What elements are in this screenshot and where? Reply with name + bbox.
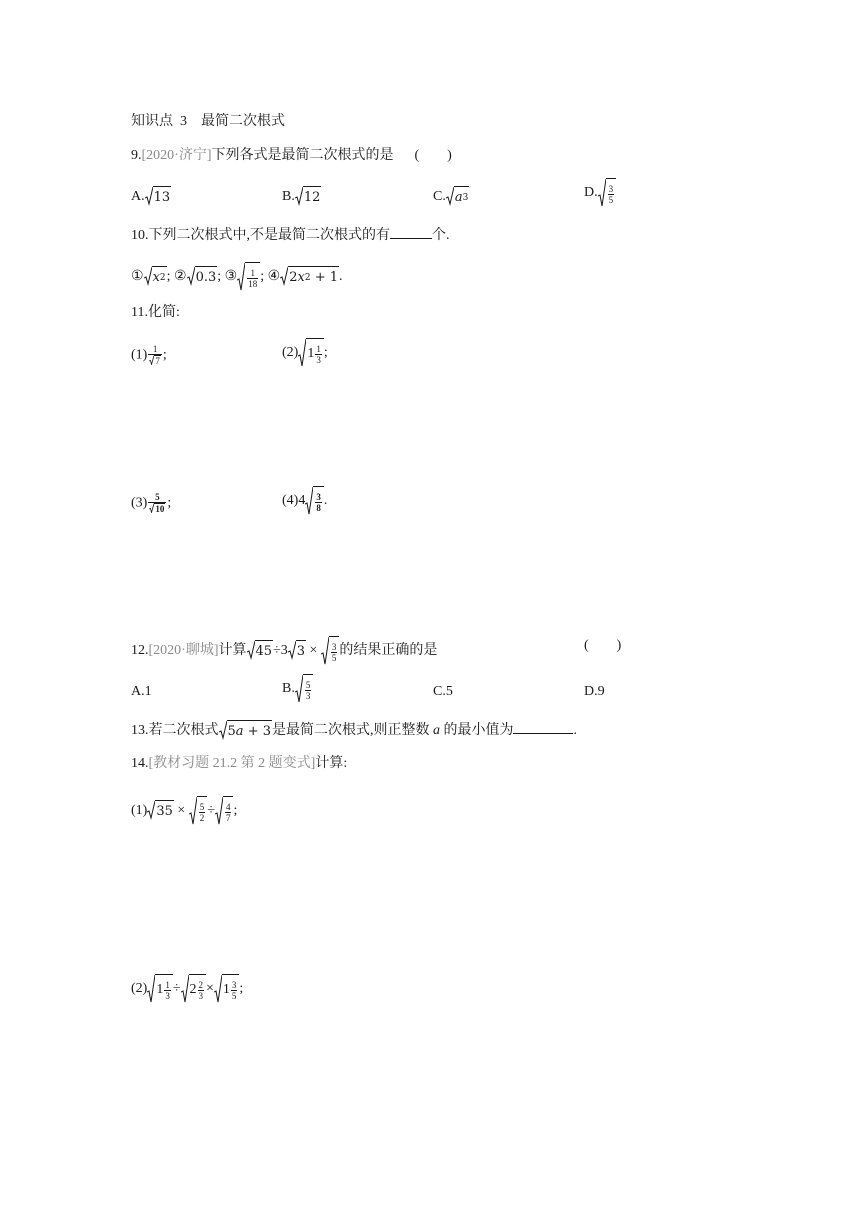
question-9: [131, 146, 452, 166]
q9-a-label: A.: [131, 189, 145, 205]
q14-p1-root-1: [147, 800, 174, 822]
q14-p2-m3-numerator: 3: [231, 979, 237, 990]
q13-radicand-coef: 5: [227, 724, 236, 739]
q14-part-2: [131, 974, 243, 1004]
q12-b-root: [295, 674, 314, 704]
q9-option-d: [584, 178, 616, 208]
q14-p2-semi: ;: [239, 981, 244, 997]
q14-p1-root-3: [215, 796, 234, 826]
q12-frac-numerator: 3: [331, 641, 337, 652]
q10-item1-base: x: [152, 270, 160, 285]
q10-sep2: ;: [217, 269, 222, 285]
q9-b-radicand: 12: [303, 186, 322, 208]
q12-radicand-2: 3: [296, 640, 306, 662]
q12-option-d: D.9: [584, 684, 605, 699]
q12-source: [2020·聊城]: [148, 643, 219, 659]
q14-p2-label: (2): [131, 981, 148, 997]
q11-p1-denominator: 7: [155, 356, 160, 367]
q12-option-a: A.1: [131, 684, 152, 699]
q14-p1-f2-denominator: 7: [225, 812, 231, 823]
q10-item2-radicand: 0.3: [195, 266, 218, 288]
q13-text-1: 13.若二次根式: [131, 723, 219, 739]
q11-text: 11.化简:: [131, 305, 180, 320]
q10-item3-marker: ③: [224, 269, 238, 285]
q13-text-2: 是最简二次根式,则正整数: [271, 723, 430, 739]
question-14: [131, 754, 347, 774]
q9-d-numerator: 3: [608, 183, 614, 194]
q10-item4-root: 2 x 2 + 1: [280, 266, 339, 288]
q12-div: ÷: [273, 643, 281, 659]
q12-radicand-1: 45: [255, 640, 274, 662]
q10-item3-denominator: 18: [248, 278, 258, 289]
q12-root-3: [321, 636, 340, 666]
q10-item2-root: [187, 266, 218, 288]
q10-item3-numerator: 1: [250, 267, 255, 278]
q11-p1-semi: ;: [162, 347, 167, 363]
q10-text: 10.下列二次根式中,不是最简二次根式的有: [131, 228, 390, 243]
q9-option-b: [282, 186, 321, 208]
q14-p2-m1-whole: 1: [156, 982, 164, 997]
q12-root-1: [247, 640, 274, 662]
q11-p1-label: (1): [131, 347, 148, 363]
q14-p1-label: (1): [131, 803, 148, 819]
q11-p3-numerator: 5: [155, 492, 160, 502]
q11-p2-denominator: 3: [316, 354, 321, 365]
q14-number: 14.: [131, 756, 149, 771]
q13-radicand-var: a: [235, 724, 244, 739]
q9-d-label: D.: [584, 185, 598, 201]
section-title: 最简二次根式: [201, 114, 285, 129]
q14-p1-f1-numerator: 5: [199, 801, 205, 812]
section-label: 知识点: [131, 114, 173, 129]
q11-part-2: [282, 338, 328, 368]
q9-d-root: [598, 178, 617, 208]
q11-p3-denominator: 10: [155, 504, 165, 515]
q14-p2-root-3: [214, 974, 240, 1004]
q14-p2-m3-whole: 1: [222, 982, 230, 997]
q11-p2-label: (2): [282, 345, 299, 361]
q12-root-2: [288, 640, 306, 662]
q10-item4-marker: ④: [267, 269, 281, 285]
q9-b-label: B.: [282, 189, 295, 205]
q11-p4-numerator: 3: [316, 491, 321, 502]
q14-p1-radicand: 35: [155, 800, 174, 822]
question-12: [131, 636, 437, 666]
q14-p2-m2-denominator: 3: [198, 990, 204, 1001]
q14-p2-m2-numerator: 2: [198, 979, 204, 990]
q12-frac-denominator: 5: [331, 652, 337, 663]
q10-item3-root: [237, 262, 260, 292]
q14-text: 计算:: [315, 756, 348, 771]
q10-text-after: 个.: [432, 228, 450, 243]
q14-p1-semi: ;: [233, 803, 238, 819]
q11-p4-denominator: 8: [316, 502, 321, 513]
q10-item4-var: x: [297, 270, 305, 285]
q11-p2-root: [298, 338, 324, 368]
q10-item1-root: x 2: [144, 266, 167, 288]
q11-p3-label: (3): [131, 495, 148, 511]
q12-text-1: 计算: [218, 643, 247, 659]
q11-part-3: [131, 492, 171, 514]
q9-a-radicand: 13: [153, 186, 172, 208]
q9-answer-paren: ( ): [414, 148, 452, 163]
q10-item2-marker: ②: [174, 269, 187, 285]
section-heading: [131, 112, 285, 132]
q12-number: 12.: [131, 643, 149, 659]
q12-option-b: [282, 674, 313, 704]
q11-part-1: [131, 344, 167, 366]
q10-end: .: [338, 269, 343, 285]
q12-answer-paren: ( ): [584, 638, 622, 653]
q13-var: a: [432, 723, 440, 739]
q14-p2-m1-denominator: 3: [165, 990, 170, 1001]
q14-p1-f1-denominator: 2: [199, 812, 205, 823]
q11-p1-numerator: 1: [152, 344, 158, 354]
q10-answer-blank[interactable]: [390, 238, 432, 239]
q11-p2-numerator: 1: [316, 343, 321, 354]
q9-b-root: [295, 186, 322, 208]
q9-source: [2020·济宁]: [141, 148, 212, 163]
q11-p4-label: (4): [282, 493, 299, 509]
question-11: [131, 303, 180, 323]
q10-sep3: ;: [260, 269, 265, 285]
q12-option-c: C.5: [433, 684, 453, 699]
q9-a-root: [145, 186, 172, 208]
q14-p2-m1-numerator: 1: [165, 979, 170, 990]
q10-item4-coef: 2: [289, 270, 298, 285]
q9-option-a: [131, 186, 171, 208]
q14-p2-root-1: [147, 974, 173, 1004]
q12-b-numerator: 5: [305, 679, 311, 690]
q11-p2-semi: ;: [323, 345, 328, 361]
q9-c-label: C.: [433, 189, 446, 205]
q12-text-2: 的结果正确的是: [339, 643, 438, 659]
q13-radicand-rest: + 3: [247, 724, 271, 739]
q11-p3-semi: ;: [167, 495, 172, 511]
q13-text-3: 的最小值为: [443, 723, 514, 739]
q9-stem: 下列各式是最简二次根式的是: [211, 148, 394, 163]
q12-coef: 3: [280, 643, 288, 659]
q14-p2-div: ÷: [172, 981, 181, 997]
q11-p2-whole: 1: [307, 346, 315, 361]
q14-p1-f2-numerator: 4: [225, 801, 231, 812]
q14-p1-times: ×: [177, 803, 186, 819]
q9-c-base: a: [454, 190, 463, 205]
q9-d-denominator: 5: [608, 194, 614, 205]
q14-p2-times: ×: [206, 981, 214, 997]
q11-p4-coef: 4: [298, 493, 306, 509]
question-13: [131, 720, 577, 742]
q9-c-root: a 3: [446, 186, 470, 208]
q13-root: [219, 720, 272, 742]
q14-p1-div: ÷: [207, 803, 215, 819]
q9-number: 9.: [131, 148, 142, 163]
q11-p4-root: [305, 486, 324, 516]
question-10: [131, 226, 450, 246]
q13-end: .: [573, 723, 577, 739]
q14-p1-root-2: [189, 796, 208, 826]
q12-b-denominator: 3: [305, 690, 311, 701]
section-number: 3: [180, 114, 187, 129]
q12-b-label: B.: [282, 681, 295, 697]
q9-option-c: [433, 186, 469, 208]
q11-p4-end: .: [323, 493, 328, 509]
q13-answer-blank[interactable]: [513, 733, 573, 734]
q10-items: [131, 262, 342, 292]
q14-p2-m2-whole: 2: [189, 982, 197, 997]
q14-p2-root-2: [181, 974, 207, 1004]
q10-item4-rest: + 1: [314, 270, 338, 285]
q11-part-4: [282, 486, 327, 516]
q14-part-1: [131, 796, 237, 826]
q10-sep1: ;: [166, 269, 171, 285]
q12-times: ×: [309, 643, 318, 659]
q14-p2-m3-denominator: 5: [231, 990, 237, 1001]
q14-source: [教材习题 21.2 第 2 题变式]: [148, 756, 316, 771]
q10-item1-marker: ①: [131, 269, 144, 285]
